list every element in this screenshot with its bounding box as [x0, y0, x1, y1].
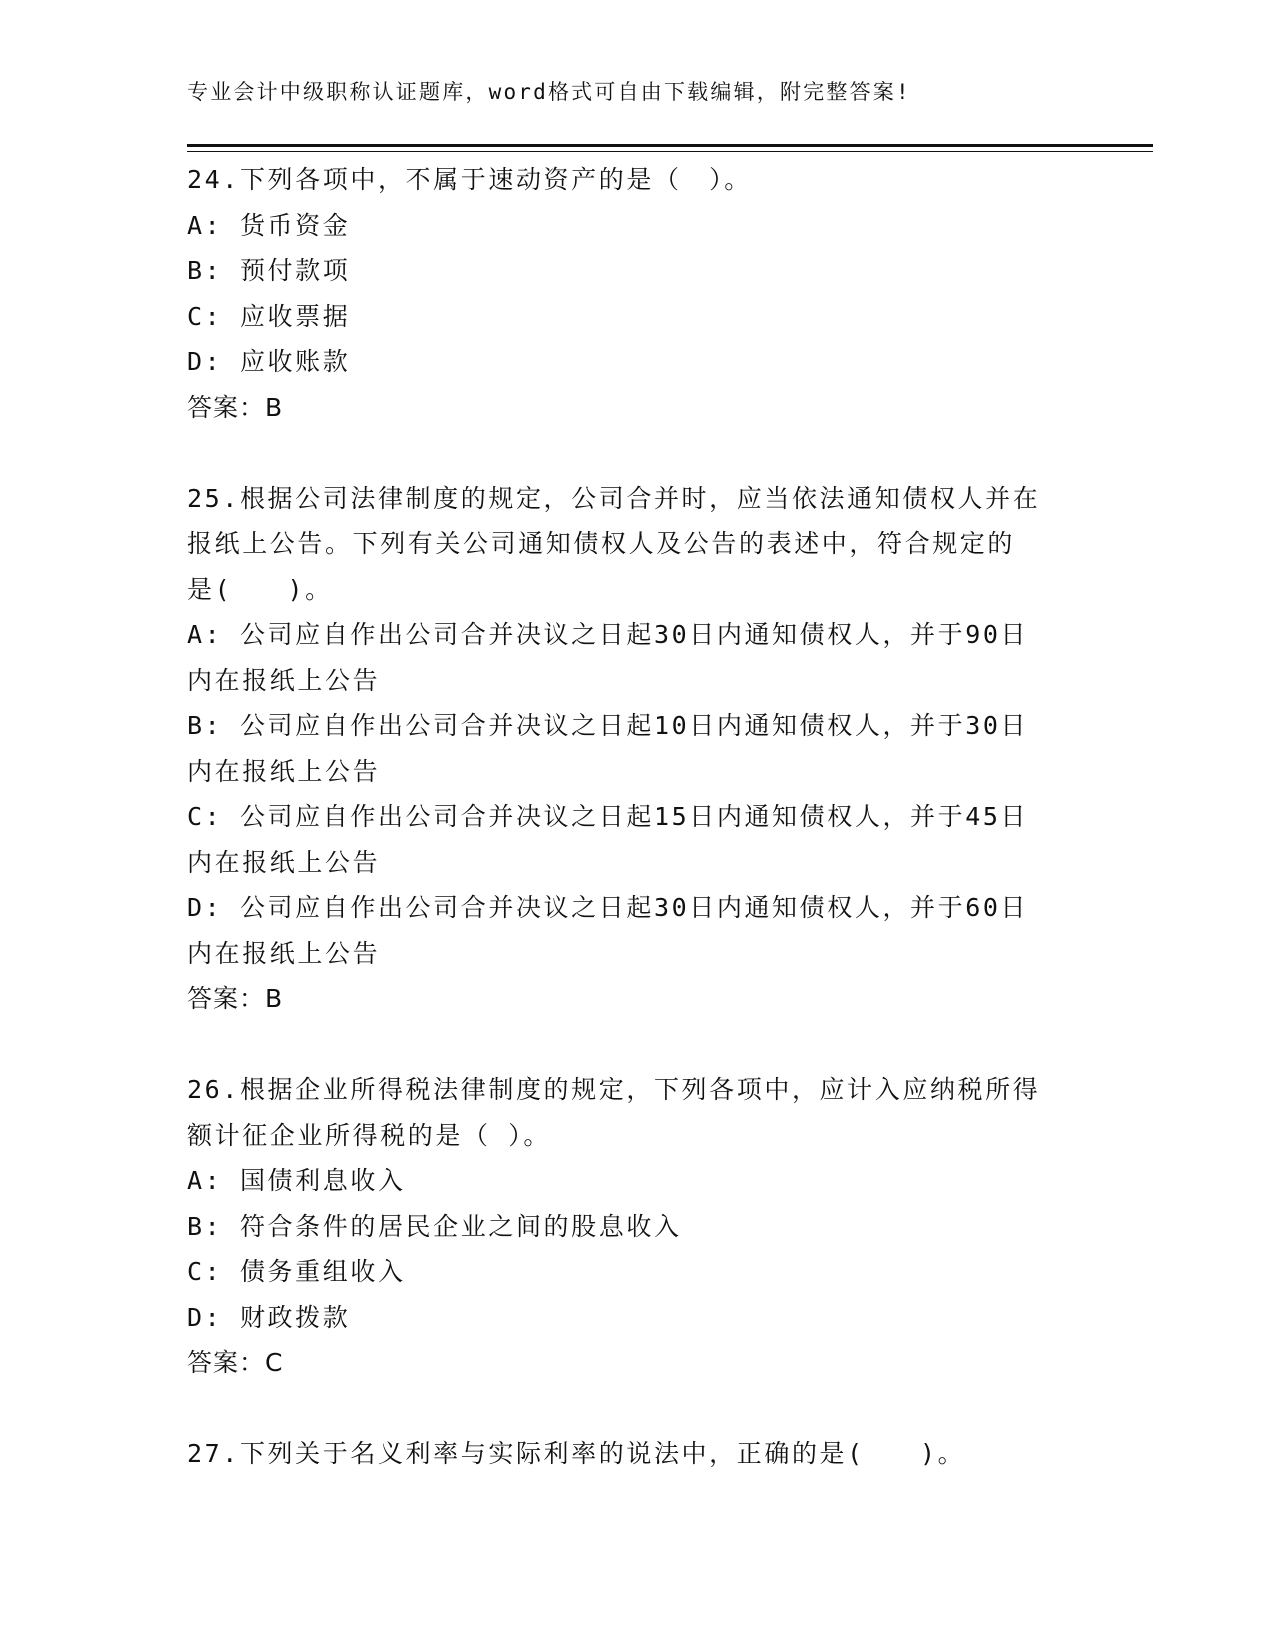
- question-stem-line: 27.下列关于名义利率与实际利率的说法中，正确的是( )。: [187, 1439, 966, 1468]
- option-line: D: 公司应自作出公司合并决议之日起30日内通知债权人，并于60日: [187, 893, 1029, 922]
- option-line: D: 应收账款: [187, 347, 351, 376]
- option-line: D: 财政拨款: [187, 1302, 351, 1332]
- option-line: 内在报纸上公告: [187, 847, 381, 877]
- header-rule-thick: [187, 144, 1153, 147]
- option-line: A: 国债利息收入: [187, 1166, 406, 1195]
- option-line: A: 公司应自作出公司合并决议之日起30日内通知债权人，并于90日: [187, 620, 1029, 649]
- question-spacer: [187, 1386, 1067, 1432]
- option-line: B: 公司应自作出公司合并决议之日起10日内通知债权人，并于30日: [187, 711, 1029, 740]
- question-stem-line: 25.根据公司法律制度的规定，公司合并时，应当依法通知债权人并在: [187, 483, 1041, 513]
- question-block: [187, 1067, 1067, 1386]
- question-list: [187, 157, 1067, 1477]
- answer-line: 答案：B: [187, 984, 284, 1013]
- question-stem-line: 24.下列各项中，不属于速动资产的是（ ）。: [187, 165, 752, 194]
- option-line: 内在报纸上公告: [187, 756, 381, 786]
- header-rule-thin: [187, 151, 1153, 152]
- question-spacer: [187, 430, 1067, 476]
- question-spacer: [187, 1022, 1067, 1068]
- question-stem-line: 额计征企业所得税的是（ ）。: [187, 1120, 551, 1150]
- option-line: C: 公司应自作出公司合并决议之日起15日内通知债权人，并于45日: [187, 802, 1029, 831]
- question-stem-line: 报纸上公告。下列有关公司通知债权人及公告的表述中，符合规定的: [187, 529, 1016, 558]
- page-header: 专业会计中级职称认证题库，word格式可自由下载编辑，附完整答案!: [187, 80, 911, 104]
- option-line: C: 债务重组收入: [187, 1257, 406, 1286]
- question-block: [187, 1431, 1067, 1477]
- option-line: B: 符合条件的居民企业之间的股息收入: [187, 1211, 682, 1241]
- question-block: [187, 476, 1067, 1022]
- answer-line: 答案：B: [187, 392, 284, 422]
- option-line: B: 预付款项: [187, 256, 351, 285]
- option-line: 内在报纸上公告: [187, 938, 381, 968]
- question-block: [187, 157, 1067, 430]
- option-line: C: 应收票据: [187, 301, 351, 331]
- option-line: A: 货币资金: [187, 210, 351, 240]
- option-line: 内在报纸上公告: [187, 665, 381, 695]
- answer-line: 答案：C: [187, 1348, 284, 1377]
- question-stem-line: 是( )。: [187, 574, 333, 604]
- question-stem-line: 26.根据企业所得税法律制度的规定，下列各项中，应计入应纳税所得: [187, 1075, 1041, 1104]
